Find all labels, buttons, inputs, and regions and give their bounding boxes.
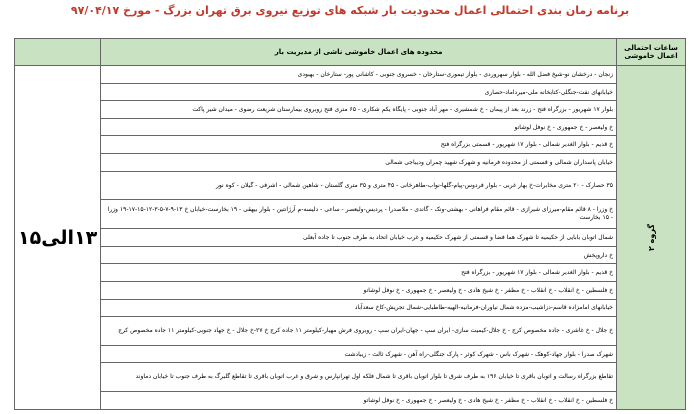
schedule-table bbox=[14, 38, 686, 410]
area-cell: زنجان - درخشان نو-شیخ فضل الله - بلوار سهروردی - بلوار تیموری-ستارخان - خسروی جنوبی - کاشانی پور- ستارخان - بهبودی bbox=[101, 66, 617, 84]
area-cell: خ ولیعصر - خ جمهوری - خ نوفل لوشاتو bbox=[101, 118, 617, 136]
table-row bbox=[15, 317, 686, 346]
table-row bbox=[15, 392, 686, 410]
area-cell: خیابانهای نفت-جنگلی-کتابخانه ملی-میرداماد-حصاری bbox=[101, 83, 617, 101]
table-row bbox=[15, 229, 686, 247]
area-cell: خ قدیم - بلوار الغدیر شمالی - بلوار ۱۷ شهریور - بزرگراه فتح bbox=[101, 264, 617, 282]
area-cell: تقاطع بزرگراه رسالت و اتوبان باقری تا خیابان ۱۹۶ به طرف شرق تا بلوار اتوبان باقری تا شمال فلکه اول تهرانپارس و شرق و غرب اتوبان باقری تا تقاطع گلبرگ به طرف جنوب تا خیابان دماوند bbox=[101, 363, 617, 392]
header-time: ساعات احتمالی اعمال خاموشی bbox=[617, 39, 686, 66]
table-row bbox=[15, 83, 686, 101]
area-cell: خ فلسطین - خ انقلاب - خ انقلاب - خ مظفر - خ شیخ هادی - خ ولیعصر - خ جمهوری - خ نوفل لوشاتو bbox=[101, 392, 617, 410]
table-row bbox=[15, 118, 686, 136]
area-cell: خ داروپخش bbox=[101, 246, 617, 264]
area-cell: شمال اتوبان بابایی از حکیمیه تا شهرک هما فضا و قسمتی از شهرک حکیمیه و غرب خیابان اتحاد به طرف جنوب تا جاده آبعلی bbox=[101, 229, 617, 247]
area-cell: خ قدیم - بلوار الغدیر شمالی - بلوار ۱۷ شهریور - قسمتی بزرگراه فتح bbox=[101, 136, 617, 154]
table-row bbox=[15, 101, 686, 119]
table-row bbox=[15, 171, 686, 200]
group-cell bbox=[617, 66, 686, 410]
table-row bbox=[15, 246, 686, 264]
table-row bbox=[15, 136, 686, 154]
area-cell: خیابان پاسداران شمالی و قسمتی از محدوده فرمانیه و شهرک شهید چمران ودیباجی شمالی bbox=[101, 154, 617, 172]
table-row bbox=[15, 281, 686, 299]
group-label: گروه ۲ bbox=[646, 224, 656, 252]
table-row bbox=[15, 66, 686, 84]
area-cell: شهرک صدرا - بلوار جهاد-کوهک - شهرک باس - شهرک کوثر - پارک جنگلی-راه آهن - شهرک ثالث - زیبادشت bbox=[101, 345, 617, 363]
table-row bbox=[15, 154, 686, 172]
area-cell: ۳۵ حصارک - ۲۰ متری مخابرات-خ بهار غربی - بلوار فردوس-پیام-گلها-نواب-طاهرخانی - ۴۵ متری و ۳۵ متری گلستان - شاهین شمالی - اشرفی - گیلان - کوه نور bbox=[101, 171, 617, 200]
page-title: برنامه زمان بندی احتمالی اعمال محدودیت بار شبکه های توزیع نیروی برق تهران بزرگ - مورخ ۹۷/۰۴/۱۷ bbox=[70, 4, 630, 17]
table-row bbox=[15, 200, 686, 229]
header-group bbox=[15, 39, 101, 66]
table-row bbox=[15, 299, 686, 317]
table-row bbox=[15, 264, 686, 282]
header-row bbox=[15, 39, 686, 66]
table-row bbox=[15, 363, 686, 392]
header-area: محدوده های اعمال خاموشی ناشی از مدیریت بار bbox=[101, 39, 617, 66]
area-cell: خ فلسطین - خ انقلاب - خ انقلاب - خ مظفر - خ شیخ هادی - خ ولیعصر - خ جمهوری - خ نوفل لوشاتو bbox=[101, 281, 617, 299]
table-row bbox=[15, 345, 686, 363]
area-cell: خیابانهای امامزاده قاسم-دزاشیب-مزده شمال نیاوران-فرمانیه-الهیه-طاطبایی-شمال تجریش-کاخ سعدآباد bbox=[101, 299, 617, 317]
area-cell: خ وزرا - ۸ قائم مقام-میرزای شیرازی - قائم مقام فراهانی - بهشتی-ونک - گاندی - ملاصدرا - پردیس-ولیعصر - ساعی - دلیسه-م آرژانتین - بلوار بیهقی - ۱۹ بخارست-خیابان خ ۱۳-۹-۷-۵-۳-۱۲-۱۵-۱۷-۱۹ وزرا - ۱۵ بخارست bbox=[101, 200, 617, 229]
area-cell: خ جلال - خ غاشری - جاده مخصوص کرج - خ جلال-کیمیت سازی- ایران سپ - جهان-ایران سپ - روبروی فرش مهیار-کیلومتر ۱۱ جاده کرج خ ۲۷-خ جلال - خ جهاد جنوبی-کیلومتر ۱۱ جاده مخصوص کرج bbox=[101, 317, 617, 346]
area-cell: بلوار ۱۷ شهریور - بزرگراه فتح - زرند بعد از پیمان - خ شمشیری - مهر آباد جنوبی - پایگاه یکم شکاری - ۶۵ متری فتح روبروی بیمارستان شریعت رضوی - میدان شیر پاکت bbox=[101, 101, 617, 119]
time-cell: ۱۳الی۱۵ bbox=[15, 66, 101, 410]
